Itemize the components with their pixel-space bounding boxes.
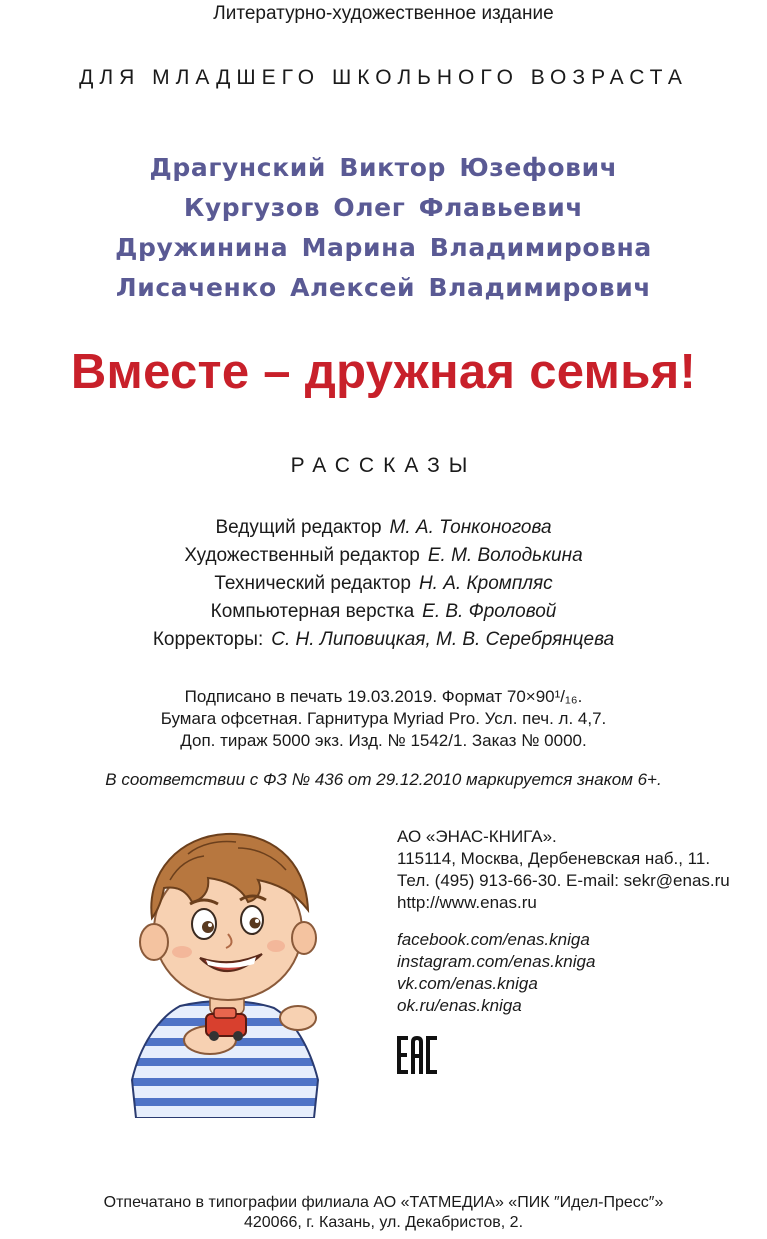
author-name: Драгунский Виктор Юзефович xyxy=(149,153,618,182)
imprint-line: Бумага офсетная. Гарнитура Myriad Pro. Усл. печ. л. 4,7. xyxy=(160,709,607,728)
boy-illustration-svg xyxy=(118,818,350,1118)
publisher-contacts: Тел. (495) 913-66-30. E-mail: sekr@enas.ru xyxy=(397,871,730,890)
credit-line xyxy=(0,598,767,626)
publisher-address: 115114, Москва, Дербеневская наб., 11. xyxy=(397,849,711,868)
book-title: Вместе – дружная семья! xyxy=(70,345,697,399)
author-list xyxy=(0,148,767,308)
imprint-line: Доп. тираж 5000 экз. Изд. № 1542/1. Заказ № 0000. xyxy=(180,731,587,750)
credit-role: Художественный редактор xyxy=(184,545,420,566)
credit-name: Е. М. Володькина xyxy=(427,545,583,566)
credit-line xyxy=(0,514,767,542)
imprint-block xyxy=(0,686,767,752)
credit-role: Ведущий редактор xyxy=(215,517,382,538)
social-link-vk: vk.com/enas.kniga xyxy=(397,974,538,993)
social-link-instagram: instagram.com/enas.kniga xyxy=(397,952,596,971)
age-rating-note: В соответствии с ФЗ № 436 от 29.12.2010 маркируется знаком 6+. xyxy=(105,770,662,789)
publisher-website: http://www.enas.ru xyxy=(397,893,537,912)
credit-role: Корректоры: xyxy=(152,629,264,650)
credit-line xyxy=(0,570,767,598)
imprint-line: Подписано в печать 19.03.2019. Формат 70×90¹/₁₆. xyxy=(184,687,583,706)
eac-conformity-mark-icon xyxy=(396,1034,438,1076)
social-links xyxy=(397,929,595,1017)
credit-line xyxy=(0,626,767,654)
social-link-ok: ok.ru/enas.kniga xyxy=(397,996,522,1015)
printer-info xyxy=(0,1193,767,1233)
credit-line xyxy=(0,542,767,570)
social-link-facebook: facebook.com/enas.kniga xyxy=(397,930,590,949)
publisher-info xyxy=(397,826,730,914)
publisher-name: АО «ЭНАС-КНИГА». xyxy=(397,827,557,846)
author-name: Кургузов Олег Флавьевич xyxy=(183,193,584,222)
audience-label: ДЛЯ МЛАДШЕГО ШКОЛЬНОГО ВОЗРАСТА xyxy=(79,66,688,89)
credit-role: Технический редактор xyxy=(214,573,411,594)
credit-name: Е. В. Фроловой xyxy=(422,601,557,622)
edition-type: Литературно-художественное издание xyxy=(213,3,554,24)
boy-illustration xyxy=(118,818,350,1118)
credit-name: Н. А. Кромпляс xyxy=(418,573,553,594)
printer-address: 420066, г. Казань, ул. Декабристов, 2. xyxy=(243,1214,524,1231)
author-name: Дружинина Марина Владимировна xyxy=(115,233,652,262)
author-name: Лисаченко Алексей Владимирович xyxy=(115,273,652,302)
genre-label: РАССКАЗЫ xyxy=(290,454,477,477)
credit-name: С. Н. Липовицкая, М. В. Серебрянцева xyxy=(271,629,615,650)
eac-logo-svg xyxy=(396,1034,438,1076)
credit-role: Компьютерная верстка xyxy=(210,601,415,622)
credit-name: М. А. Тонконогова xyxy=(389,517,552,538)
credits-block xyxy=(0,514,767,654)
printer-name: Отпечатано в типографии филиала АО «ТАТМЕДИА» «ПИК ″Идел-Пресс″» xyxy=(103,1194,664,1211)
